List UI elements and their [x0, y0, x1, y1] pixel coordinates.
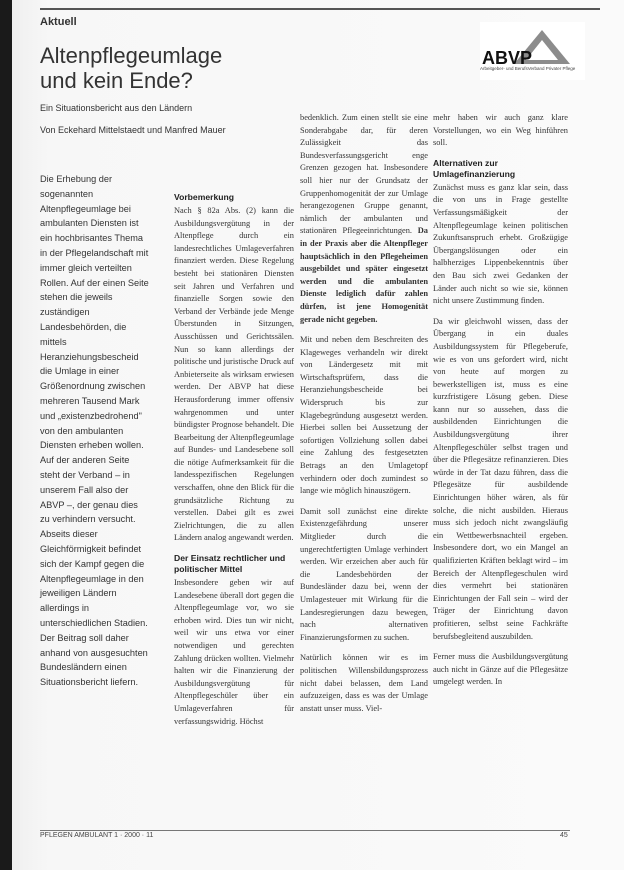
intro-column	[40, 172, 150, 690]
abvp-logo-icon	[480, 22, 585, 80]
heading-einsatz-mittel: Der Einsatz rechtlicher und politischer Mittel	[174, 553, 286, 575]
paragraph-text: bedenklich. Zum einen stellt sie eine Sonderabgabe dar, für deren Zulässigkeit das Bundesverfassungsgericht enge Grenzen gezogen hat. Insbesondere soll hier nur der Grundsatz der Gruppenhomogenität der zur Umlage herangezogenen Gruppe genannt, nämlich der ambulanten und stationären Pflegeeinrichtungen.	[300, 113, 428, 236]
column-2	[174, 192, 294, 736]
logo-wordmark: ABVP	[482, 48, 533, 68]
column-4	[433, 112, 568, 697]
paragraph: mehr haben wir auch ganz klare Vorstellungen, wo ein Weg hinführen soll.	[433, 113, 568, 148]
article-title	[40, 43, 320, 93]
heading-alternativen: Alternativen zur Umlagefinanzierung	[433, 157, 516, 179]
heading-vorbemerkung: Vorbemerkung	[174, 192, 235, 202]
column-3	[300, 112, 428, 723]
abvp-logo	[480, 22, 585, 80]
title-line-1: Altenpflegeumlage	[40, 43, 223, 68]
paragraph: Zunächst muss es ganz klar sein, dass die von uns in Frage gestellte Verfassungsmäßigkeit der Altenpflegeumlage keinen politischen Zukunftsanspruch erhebt. Großzügige Übergangslösungen oder ein halbherziges Lippenbekenntnis über den Bau sich zwei Gedanken der Länder auch nicht so wie sie, können nicht unsere Zustimmung finden.	[433, 182, 568, 306]
section-label: Aktuell	[40, 16, 77, 28]
logo-caption: Arbeitgeber- und BerufsVerband Privater Pflege	[480, 66, 576, 71]
article-authors: Von Eckehard Mittelstaedt und Manfred Mauer	[40, 125, 226, 135]
paragraph: Natürlich können wir es im politischen Willensbildungsprozess nicht dabei belassen, dem Land aufzuzeigen, dass es was der Umlage anstatt unser muss. Viel-	[300, 653, 428, 713]
footer-journal: PFLEGEN AMBULANT 1 · 2000 · 11	[40, 832, 154, 839]
intro-text: Die Erhebung der sogenannten Altenpflegeumlage bei ambulanten Diensten ist ein hochbrisantes Thema in der Pflegelandschaft mit immer gleich verteilten Rollen. Auf der einen Seite stehen die jeweils zuständigen Landesbehörden, die mittels Heranziehungsbescheid die Umlage in einer Größenordnung zwischen mehreren Tausend Mark und „existenzbedrohend" von den ambulanten Diensten erheben wollen. Auf der anderen Seite steht der Verband – in unserem Fall also der ABVP –, der genau dies zu verhindern versucht. Abseits dieser Gleichförmigkeit befindet sich der Kampf gegen die Altenpflegeumlage in den jeweiligen Ländern allerdings in unterschiedlichen Stadien. Der Beitrag soll daher anhand von ausgesuchten Bundesländern einen Situationsbericht liefern.	[40, 174, 149, 688]
article-subtitle: Ein Situationsbericht aus den Ländern	[40, 103, 193, 113]
paragraph: Mit und neben dem Beschreiten des Klageweges verhandeln wir direkt von Ländergesetz mit mit Wirtschaftsprüfern, dass die Heranziehungsbescheide bei Widerspruch bis zur Klagebegründung ausgesetzt werden. Hierbei sollen bei Aussetzung der sofortigen Vollziehung sollen dabei eine Zahlung des festgesetzten Betrags an den Umlagetopf verhindern oder doch zumindest so lange wie möglich hinauszögern.	[300, 335, 428, 496]
paragraph-bold-text: Da in der Praxis aber die Altenpfleger hauptsächlich in den Pflegeheimen ausgebildet und später eingesetzt werden und die ambulanten Dienste lediglich dafür zahlen dürfen, ist jene Homogenität gerade nicht gegeben.	[300, 226, 428, 324]
footer-rule	[40, 830, 570, 831]
paragraph	[300, 112, 428, 326]
page-number: 45	[560, 832, 568, 839]
scan-edge	[0, 0, 12, 870]
title-line-2: und kein Ende?	[40, 68, 193, 93]
top-rule	[40, 8, 600, 10]
paragraph: Da wir gleichwohl wissen, dass der Übergang in ein duales Ausbildungssystem für Pflegeberufe, wie es von uns gefordert wird, nicht von heute auf morgen zu bewerkstelligen ist, muss es eine kurzfristigere Lösung geben. Diese kann nur so aussehen, dass die ausbildenden Einrichtungen die Ausbildungsvergütung ihrer Altenpflegeschüler selbst tragen und über die Pflegesätze refinanzieren. Dies würde in der Tat dazu führen, dass die Pflegesätze für ausbildende Einrichtungen höher wären, als für solche, die nicht ausbilden. Hieraus muss sich jedoch nicht zwangsläufig ein Wettbewerbsnachteil ergeben. Insbesondere dort, wo ein Mangel an qualifizierten Kräften beklagt wird – im Bereich der Altenpflegeschulen wird dies vermehrt bei stationären Einrichtungen der Fall sein – wird der Träger der Einrichtung davon profitieren, selbst seine Fachkräfte berufsbegleitend auszubilden.	[433, 316, 568, 641]
paragraph: Insbesondere geben wir auf Landesebene überall dort gegen die Altenpflegeumlage vor, wo sie erhoben wird. Dies tun wir nicht, weil wir uns etwa vor einer notwendigen und gerechten Zahlung drücken wollten. Vielmehr halten wir die Finanzierung der Ausbildungsvergütung für Altenpflegeschüler über ein Umlageverfahren für verfassungswidrig. Höchst	[174, 578, 294, 726]
paragraph: Nach § 82a Abs. (2) kann die Ausbildungsvergütung in der Altenpflege durch ein landesrechtliches Umlageverfahren finanziert werden. Diese Regelung besteht bei stationären Diensten seit Jahren und Verfahren und finanzielle Sorgen sowie den Verband der Verbände jede Menge Überstunden in Sitzungen, Ausschüssen und Gerichtssälen. Nun so kann allerdings der politische und juristische Druck auf Anbieterseite als wirksam erwiesen werden. Der ABVP hat diese Herausforderung immer offensiv wahrgenommen und unter bündigster Prognose behandelt. Die Bearbeitung der Altenpflegeumlage auf Bundes- und Landesebene soll die nötige Aufmerksamkeit für die landesspezifischen Regelungen verschaffen, ohne den Blick für die grundsätzliche Richtung zu verstellen. Dabei gilt es zwei Zielrichtungen, die zu allen Ländern analog angewandt werden.	[174, 206, 294, 543]
paragraph: Ferner muss die Ausbildungsvergütung auch nicht in Gänze auf die Pflegesätze umgelegt werden. In	[433, 652, 568, 687]
paragraph: Damit soll zunächst eine direkte Existenzgefährdung unserer Mitglieder durch die ungerechtfertigten Umlage verhindert werden. Wir erzeichen aber auch für die Landesbehörden der Bundesländer dazu bei, wenn der Umlagesteuer mit Wirkung für die Landesregierungen dazu bewegen, nach alternativen Finanzierungsformen zu suchen.	[300, 506, 428, 642]
